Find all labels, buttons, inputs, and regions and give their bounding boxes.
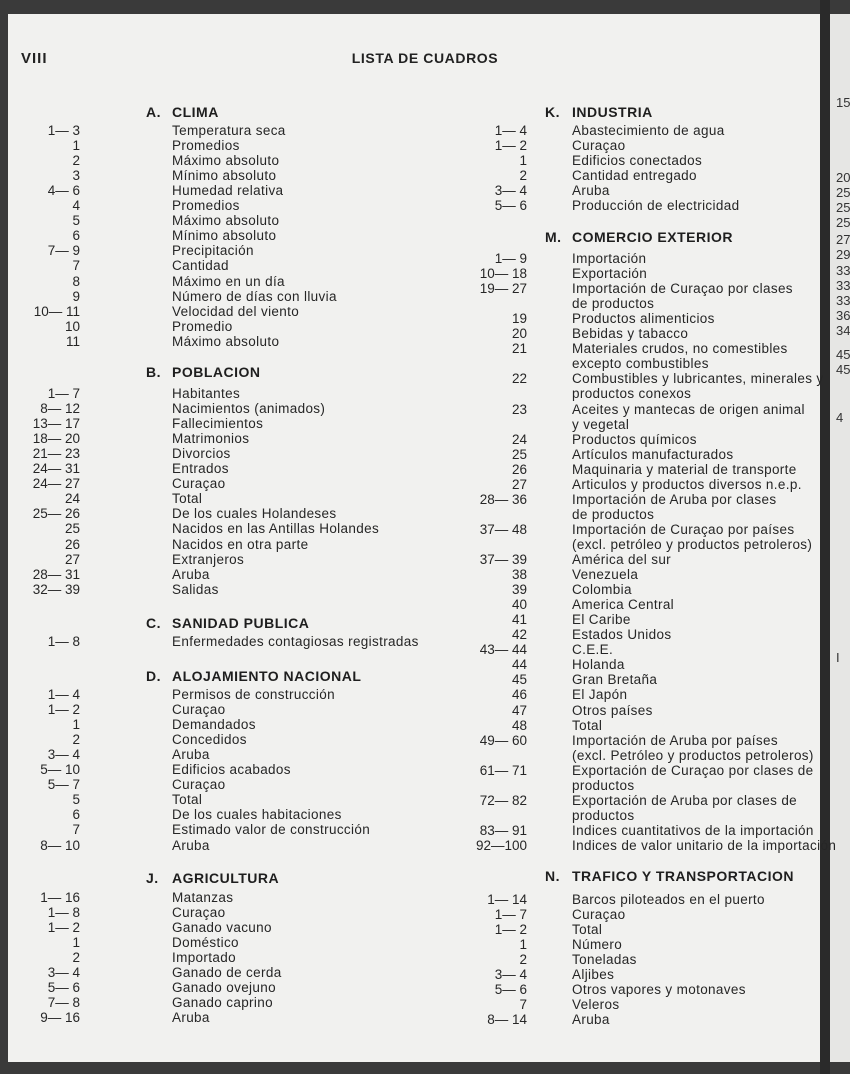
table-entry: Salidas — [172, 581, 219, 597]
table-entry: Estados Unidos — [572, 627, 672, 643]
table-entry: Habitantes — [172, 386, 241, 401]
section-letter: B. — [146, 364, 161, 380]
table-entry: Enfermedades contagiosas registradas — [172, 634, 419, 649]
next-page-number-fragment: 20 — [836, 170, 850, 185]
table-entry: Gran Bretaña — [572, 672, 658, 688]
next-page-number-fragment: 25 — [836, 200, 850, 215]
table-entry: Edificios acabados — [172, 762, 291, 778]
table-range: 7— 8 — [47, 995, 80, 1011]
table-entry: Total — [572, 717, 603, 733]
table-entry: Aljibes — [572, 967, 615, 983]
table-entry: Productos químicos — [572, 431, 697, 447]
table-entry: Otros vapores y motonaves — [572, 982, 746, 998]
table-range: 8— 12 — [40, 401, 80, 417]
table-range: 10— 18 — [479, 266, 527, 282]
table-entry: Nacidos en las Antillas Holandes — [172, 521, 380, 537]
table-entry: Doméstico — [172, 935, 239, 951]
next-page-number-fragment: 29 — [836, 247, 850, 262]
section-heading: POBLACION — [172, 364, 261, 380]
table-entry: Curaçao — [172, 476, 226, 492]
table-entry: Venezuela — [572, 567, 639, 583]
table-range: 3— 4 — [47, 747, 80, 763]
table-entry: Exportación — [572, 266, 648, 282]
table-range: 25— 26 — [32, 506, 80, 522]
table-entry: Mínimo absoluto — [172, 168, 277, 184]
table-entry: Mínimo absoluto — [172, 228, 277, 244]
table-entry: Total — [572, 922, 603, 938]
table-entry: productos — [572, 807, 635, 823]
next-page-number-fragment: 25 — [836, 215, 850, 230]
table-range: 1— 8 — [47, 634, 80, 649]
table-range: 44 — [511, 657, 527, 673]
section-heading: AGRICULTURA — [172, 870, 280, 886]
table-entry: de productos — [572, 296, 655, 312]
table-range: 18— 20 — [32, 431, 80, 447]
next-page-number-fragment: 33 — [836, 293, 850, 308]
table-entry: Aruba — [572, 1012, 610, 1028]
section-letter: C. — [146, 615, 161, 631]
table-range: 7 — [72, 258, 80, 274]
table-entry: Aruba — [172, 747, 210, 763]
table-range: 1— 14 — [487, 892, 527, 907]
next-page-edge — [830, 14, 850, 1062]
table-range: 1— 7 — [494, 907, 527, 923]
table-range: 6 — [72, 228, 80, 244]
section-letter: J. — [146, 870, 159, 886]
table-range: 46 — [511, 687, 527, 703]
table-range: 1— 16 — [40, 890, 80, 905]
table-entry: Cantidad entregado — [572, 168, 697, 184]
table-entry: Curaçao — [172, 702, 226, 718]
table-entry: Importación de Curaçao por países — [572, 521, 795, 537]
table-entry: Exportación de Curaçao por clases de — [572, 762, 814, 778]
table-entry: Importado — [172, 950, 236, 966]
section-heading: CLIMA — [172, 104, 219, 120]
table-entry: Velocidad del viento — [172, 303, 300, 319]
table-range: 24 — [64, 491, 80, 507]
table-range: 13— 17 — [32, 416, 80, 432]
next-page-number-fragment: 15 — [836, 95, 850, 110]
table-entry: Importación de Aruba por países — [572, 732, 778, 748]
table-entry: Ganado de cerda — [172, 965, 282, 981]
table-entry: America Central — [572, 597, 675, 613]
table-entry: Total — [172, 491, 203, 507]
table-range: 40 — [511, 597, 527, 613]
table-range: 1 — [519, 937, 527, 953]
table-entry: Concedidos — [172, 732, 247, 748]
table-entry: Curaçao — [572, 907, 626, 923]
table-entry: Indices cuantitativos de la importación — [572, 822, 814, 838]
table-entry: Maquinaria y material de transporte — [572, 461, 797, 477]
table-range: 7 — [519, 997, 527, 1013]
table-entry: Ganado ovejuno — [172, 980, 276, 996]
table-range: 92—100 — [475, 837, 527, 853]
table-range: 72— 82 — [479, 792, 527, 808]
table-range: 1— 7 — [47, 386, 80, 401]
book-gutter — [820, 0, 830, 1074]
next-page-number-fragment: 33 — [836, 278, 850, 293]
table-range: 38 — [511, 567, 527, 583]
table-range: 6 — [72, 807, 80, 823]
table-range: 1— 2 — [47, 920, 80, 936]
next-page-number-fragment: 34 — [836, 323, 850, 338]
table-range: 37— 39 — [479, 552, 527, 567]
section-letter: A. — [146, 104, 161, 120]
table-entry: Número de días con lluvia — [172, 288, 337, 304]
table-range: 41 — [511, 612, 527, 628]
table-range: 5 — [72, 213, 80, 229]
table-range: 19— 27 — [479, 281, 527, 297]
table-entry: Curaçao — [172, 905, 226, 921]
table-entry: Curaçao — [572, 138, 626, 154]
table-range: 2 — [72, 950, 80, 966]
section-letter: N. — [545, 868, 560, 884]
table-entry: Temperatura seca — [172, 123, 286, 138]
table-entry: Aruba — [572, 183, 610, 199]
table-entry: Ganado caprino — [172, 995, 273, 1011]
table-entry: Aruba — [172, 566, 210, 582]
table-entry: excepto combustibles — [572, 356, 709, 372]
table-entry: Abastecimiento de agua — [572, 123, 725, 138]
table-range: 3 — [72, 168, 80, 184]
table-entry: Combustibles y lubricantes, minerales y — [572, 371, 824, 387]
table-entry: Materiales crudos, no comestibles — [572, 341, 788, 357]
table-entry: De los cuales Holandeses — [172, 506, 337, 522]
table-entry: Nacimientos (animados) — [172, 401, 326, 417]
table-range: 5 — [72, 792, 80, 808]
table-entry: Aruba — [172, 837, 210, 853]
table-entry: (excl. Petróleo y productos petroleros) — [572, 747, 814, 763]
table-entry: Otros países — [572, 702, 653, 718]
table-entry: Divorcios — [172, 446, 231, 462]
table-range: 4— 6 — [47, 183, 80, 199]
table-entry: Bebidas y tabacco — [572, 326, 689, 342]
table-entry: Nacidos en otra parte — [172, 536, 309, 552]
table-range: 2 — [519, 168, 527, 184]
next-page-number-fragment: 27 — [836, 232, 850, 247]
table-range: 9— 16 — [40, 1010, 80, 1026]
table-range: 1— 2 — [494, 138, 527, 154]
table-range: 5— 6 — [47, 980, 80, 996]
table-range: 25 — [64, 521, 80, 537]
table-entry: productos conexos — [572, 386, 692, 402]
table-range: 83— 91 — [479, 822, 527, 838]
table-entry: Estimado valor de construcción — [172, 822, 371, 838]
table-range: 1 — [72, 935, 80, 951]
table-range: 26 — [511, 461, 527, 477]
table-entry: Indices de valor unitario de la importación — [572, 837, 837, 853]
table-range: 43— 44 — [479, 642, 527, 658]
next-page-number-fragment: 4 — [836, 410, 844, 425]
table-range: 61— 71 — [479, 762, 527, 778]
table-range: 3— 4 — [494, 967, 527, 983]
table-range: 1 — [519, 153, 527, 169]
table-range: 2 — [519, 952, 527, 968]
table-entry: Holanda — [572, 657, 625, 673]
table-entry: Articulos y productos diversos n.e.p. — [572, 476, 802, 492]
next-page-number-fragment: 25 — [836, 185, 850, 200]
table-range: 23 — [511, 401, 527, 417]
table-range: 1 — [72, 717, 80, 733]
table-range: 47 — [511, 702, 527, 718]
table-range: 32— 39 — [32, 581, 80, 597]
table-range: 1— 4 — [494, 123, 527, 138]
table-entry: Importación de Aruba por clases — [572, 491, 777, 507]
table-entry: Humedad relativa — [172, 183, 284, 199]
table-entry: Curaçao — [172, 777, 226, 793]
table-entry: Demandados — [172, 717, 256, 733]
table-entry: C.E.E. — [572, 642, 614, 658]
table-entry: Entrados — [172, 461, 229, 477]
table-entry: Máximo en un día — [172, 273, 285, 289]
table-entry: Veleros — [572, 997, 620, 1013]
table-entry: Matrimonios — [172, 431, 250, 447]
table-range: 7 — [72, 822, 80, 838]
table-range: 8— 14 — [487, 1012, 527, 1028]
table-entry: de productos — [572, 506, 655, 522]
table-entry: Máximo absoluto — [172, 333, 280, 349]
table-entry: De los cuales habitaciones — [172, 807, 342, 823]
table-entry: Matanzas — [172, 890, 234, 905]
table-range: 5— 7 — [47, 777, 80, 793]
table-range: 28— 31 — [32, 566, 80, 582]
table-range: 5— 6 — [494, 982, 527, 998]
table-range: 8 — [72, 273, 80, 289]
table-entry: Máximo absoluto — [172, 213, 280, 229]
table-entry: América del sur — [572, 552, 672, 567]
section-heading: ALOJAMIENTO NACIONAL — [172, 668, 362, 684]
table-range: 21— 23 — [32, 446, 80, 462]
table-entry: Importación — [572, 251, 647, 266]
table-range: 9 — [72, 288, 80, 304]
section-heading: COMERCIO EXTERIOR — [572, 229, 733, 245]
table-entry: Aruba — [172, 1010, 210, 1026]
section-letter: D. — [146, 668, 161, 684]
table-entry: Extranjeros — [172, 551, 245, 567]
table-range: 22 — [511, 371, 527, 387]
table-entry: Cantidad — [172, 258, 229, 274]
table-entry: Total — [172, 792, 203, 808]
table-range: 27 — [64, 551, 80, 567]
table-range: 1— 2 — [494, 922, 527, 938]
table-range: 10 — [64, 318, 80, 334]
page-title: LISTA DE CUADROS — [351, 50, 499, 66]
table-entry: Permisos de construcción — [172, 687, 335, 702]
table-range: 48 — [511, 717, 527, 733]
table-entry: Edificios conectados — [572, 153, 703, 169]
section-letter: K. — [545, 104, 560, 120]
table-entry: Productos alimenticios — [572, 311, 715, 327]
table-entry: Aceites y mantecas de origen animal — [572, 401, 805, 417]
table-range: 37— 48 — [479, 521, 527, 537]
table-entry: Promedios — [172, 198, 240, 214]
table-entry: Fallecimientos — [172, 416, 264, 432]
table-range: 1— 9 — [494, 251, 527, 266]
table-range: 10— 11 — [33, 303, 80, 319]
table-entry: productos — [572, 777, 635, 793]
table-entry: Toneladas — [572, 952, 637, 968]
table-range: 26 — [64, 536, 80, 552]
table-entry: Artículos manufacturados — [572, 446, 734, 462]
next-page-number-fragment: 45 — [836, 362, 850, 377]
table-entry: Colombia — [572, 582, 632, 598]
table-entry: Promedios — [172, 138, 240, 154]
next-page-number-fragment: 45 — [836, 347, 850, 362]
table-range: 5— 10 — [40, 762, 80, 778]
table-range: 20 — [511, 326, 527, 342]
table-range: 1— 3 — [47, 123, 80, 138]
table-entry: Precipitación — [172, 243, 254, 259]
table-range: 24— 31 — [32, 461, 80, 477]
table-range: 7— 9 — [47, 243, 80, 259]
table-range: 21 — [511, 341, 527, 357]
section-heading: SANIDAD PUBLICA — [172, 615, 310, 631]
table-range: 39 — [511, 582, 527, 598]
table-range: 11 — [65, 333, 80, 349]
next-page-number-fragment: 36 — [836, 308, 850, 323]
table-range: 45 — [511, 672, 527, 688]
table-entry: Barcos piloteados en el puerto — [572, 892, 765, 907]
section-letter: M. — [545, 229, 562, 245]
table-range: 3— 4 — [47, 965, 80, 981]
table-range: 42 — [511, 627, 527, 643]
table-range: 8— 10 — [40, 837, 80, 853]
table-range: 1 — [72, 138, 80, 154]
table-entry: El Japón — [572, 687, 628, 703]
table-range: 3— 4 — [494, 183, 527, 199]
table-range: 25 — [511, 446, 527, 462]
section-heading: INDUSTRIA — [572, 104, 653, 120]
table-range: 1— 2 — [47, 702, 80, 718]
table-range: 5— 6 — [494, 198, 527, 214]
next-page-number-fragment: I — [836, 650, 840, 665]
table-entry: Ganado vacuno — [172, 920, 272, 936]
page-number: VIII — [21, 50, 48, 67]
table-range: 49— 60 — [479, 732, 527, 748]
table-entry: Promedio — [172, 318, 233, 334]
table-range: 27 — [511, 476, 527, 492]
table-range: 1— 4 — [47, 687, 80, 702]
table-range: 24— 27 — [32, 476, 80, 492]
table-range: 4 — [72, 198, 80, 214]
table-entry: y vegetal — [572, 416, 630, 432]
next-page-number-fragment: 33 — [836, 263, 850, 278]
table-range: 24 — [511, 431, 527, 447]
section-heading: TRAFICO Y TRANSPORTACION — [572, 868, 795, 884]
table-entry: (excl. petróleo y productos petroleros) — [572, 536, 813, 552]
table-range: 2 — [72, 153, 80, 169]
table-range: 28— 36 — [479, 491, 527, 507]
table-entry: Producción de electricidad — [572, 198, 740, 214]
table-range: 1— 8 — [47, 905, 80, 921]
table-range: 19 — [511, 311, 527, 327]
table-range: 2 — [72, 732, 80, 748]
table-entry: Máximo absoluto — [172, 153, 280, 169]
table-entry: Importación de Curaçao por clases — [572, 281, 793, 297]
table-entry: Número — [572, 937, 623, 953]
table-entry: Exportación de Aruba por clases de — [572, 792, 798, 808]
table-entry: El Caribe — [572, 612, 631, 628]
